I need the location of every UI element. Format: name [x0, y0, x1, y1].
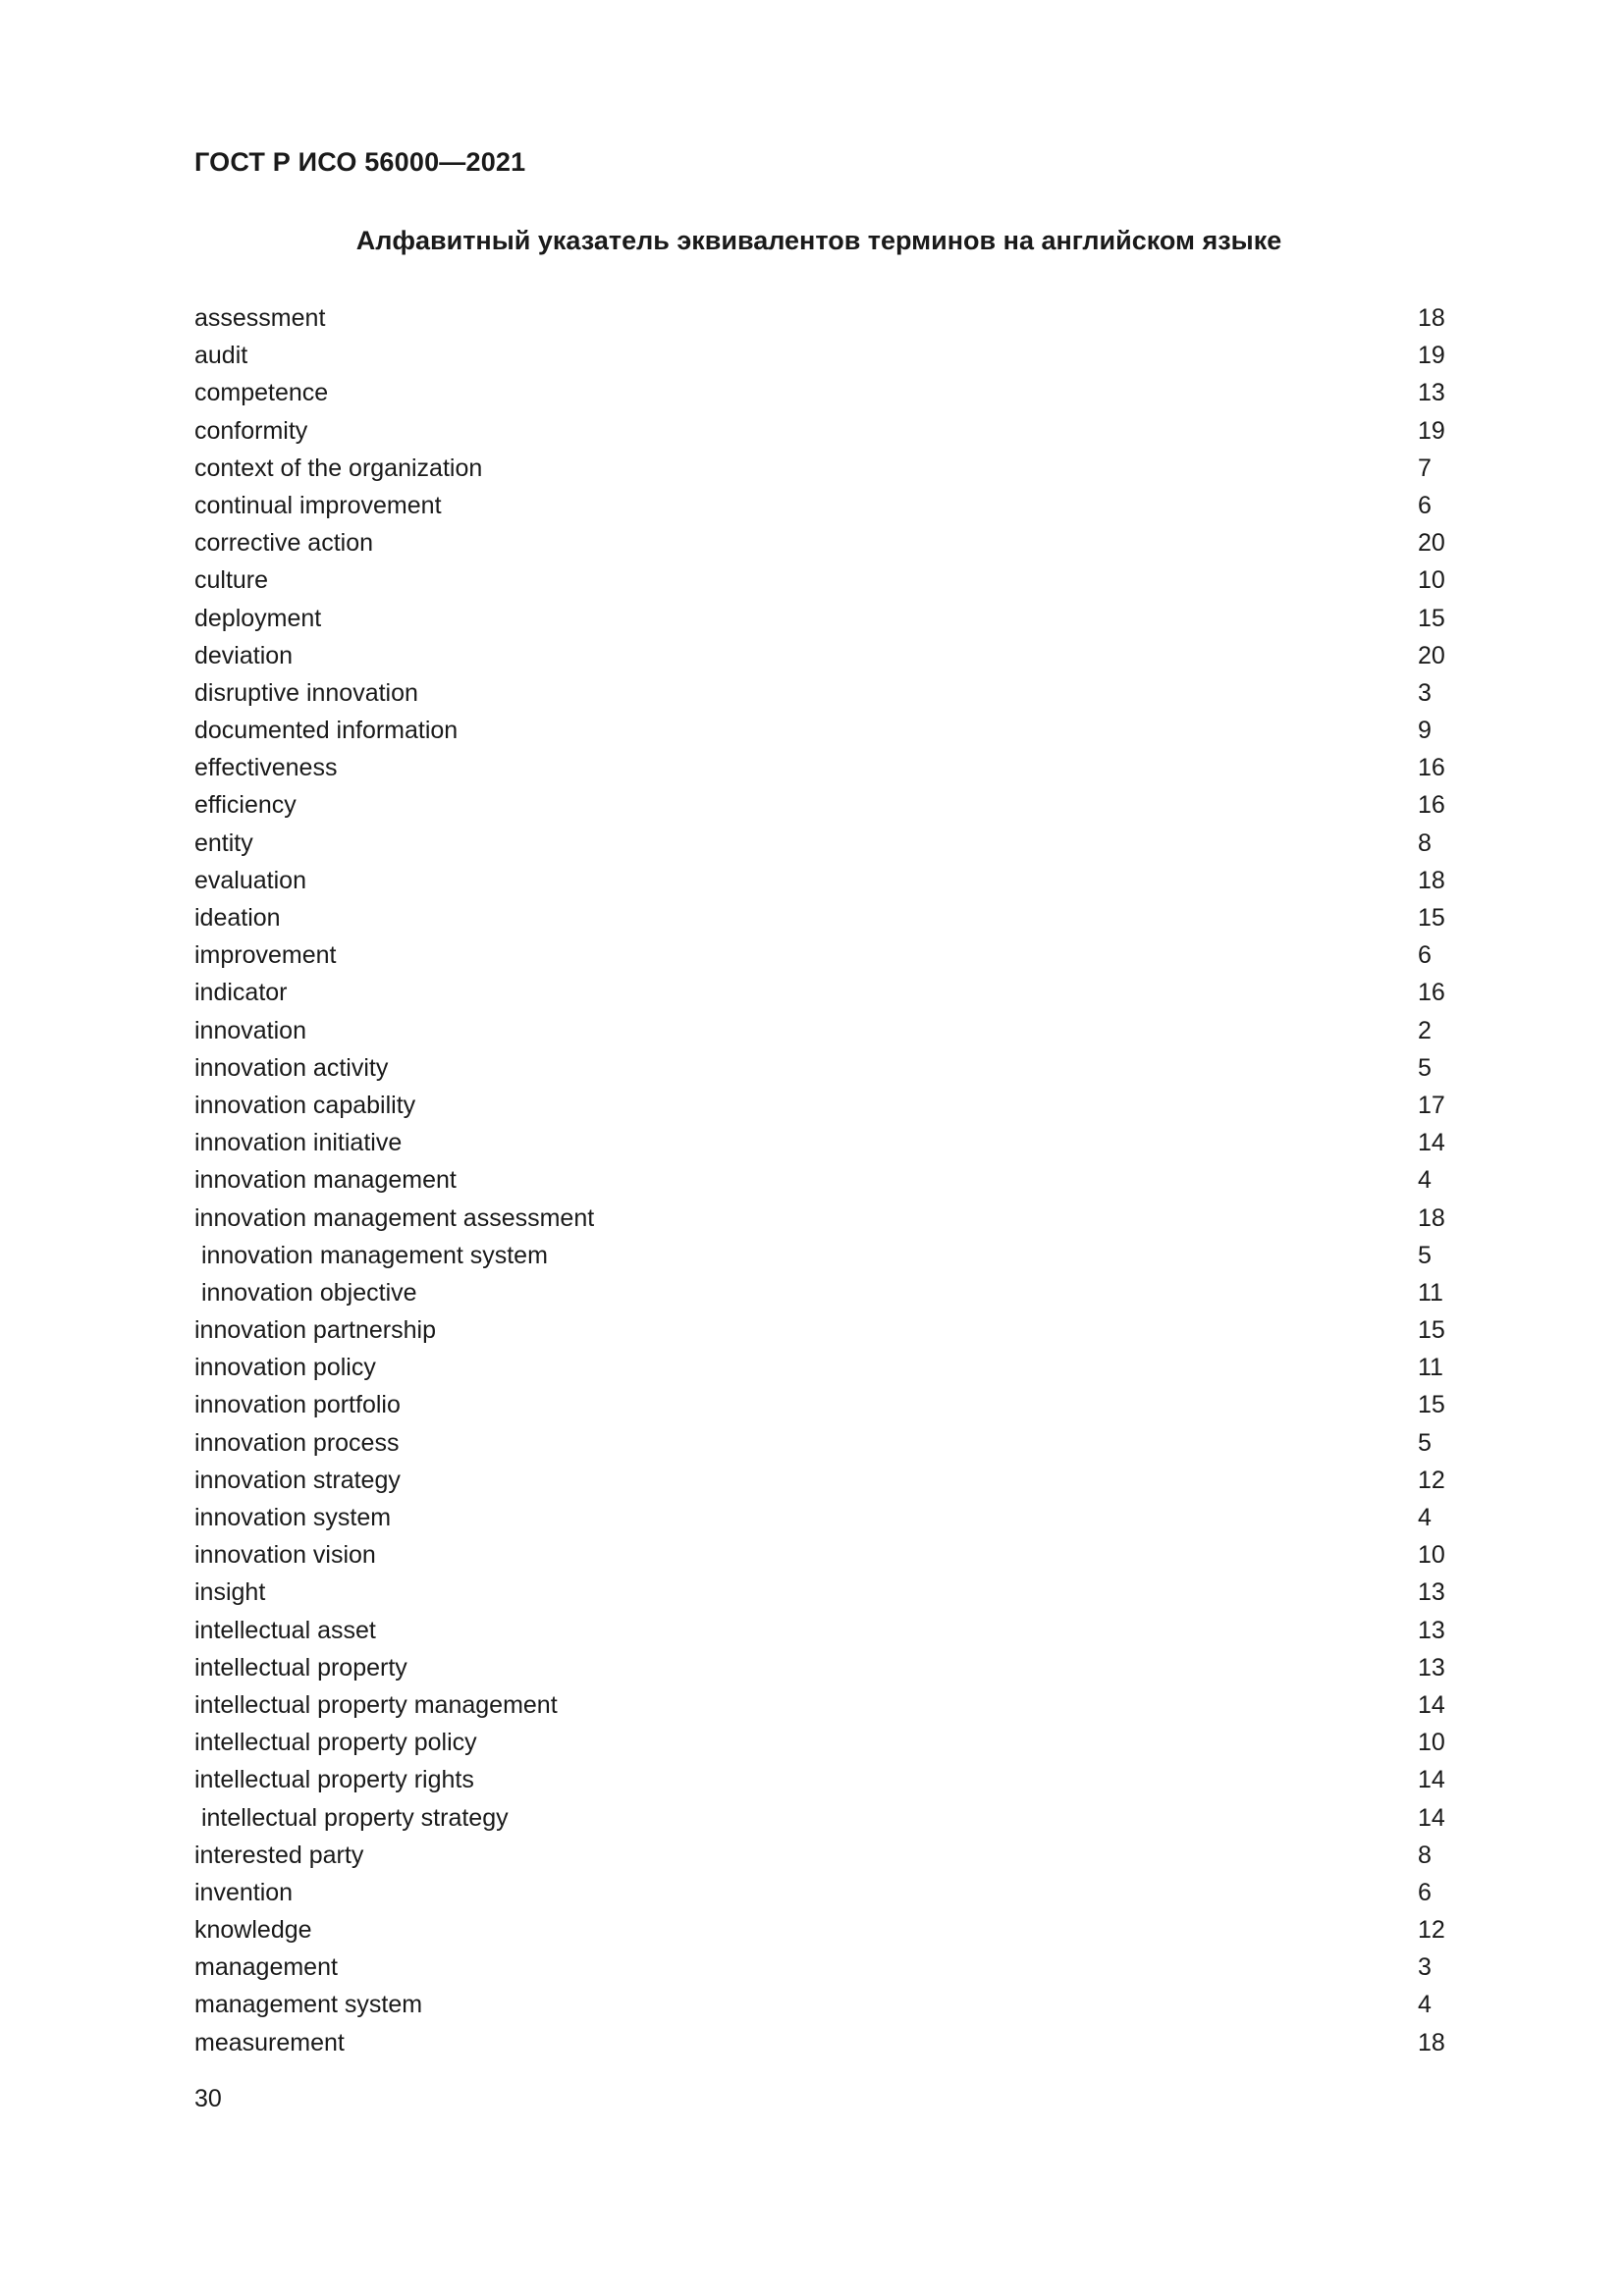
- index-entry: [194, 899, 1446, 936]
- index-term: competence: [194, 379, 329, 407]
- index-entry: [194, 1049, 1446, 1087]
- index-page-ref: 19: [1418, 342, 1445, 370]
- index-entry: [194, 299, 1446, 337]
- index-page-ref: 14: [1418, 1690, 1445, 1719]
- index-list: [194, 299, 1446, 2061]
- index-page-ref: 17: [1418, 1091, 1445, 1119]
- index-entry: [194, 1686, 1446, 1724]
- index-page-ref: 13: [1418, 379, 1445, 407]
- index-entry: [194, 1424, 1446, 1462]
- index-page-ref: 14: [1418, 1766, 1445, 1794]
- index-entry: [194, 1874, 1446, 1911]
- index-term: indicator: [194, 979, 288, 1007]
- index-page-ref: 6: [1418, 1878, 1432, 1906]
- index-page-ref: 5: [1418, 1053, 1432, 1082]
- index-page-ref: 9: [1418, 717, 1432, 745]
- index-entry: [194, 1200, 1446, 1237]
- index-term: innovation management assessment: [194, 1203, 595, 1232]
- index-page-ref: 12: [1418, 1466, 1445, 1494]
- index-page-ref: 18: [1418, 866, 1445, 894]
- page-number: 30: [194, 2085, 222, 2112]
- index-entry: [194, 1349, 1446, 1386]
- index-term: efficiency: [194, 791, 297, 820]
- index-term: context of the organization: [194, 454, 483, 482]
- index-entry: [194, 974, 1446, 1011]
- index-entry: [194, 674, 1446, 712]
- index-term: innovation portfolio: [194, 1391, 401, 1419]
- index-term: invention: [194, 1878, 294, 1906]
- index-page-ref: 14: [1418, 1129, 1445, 1157]
- index-term: insight: [194, 1578, 266, 1607]
- index-entry: [194, 2024, 1446, 2061]
- index-entry: [194, 1161, 1446, 1199]
- index-term: innovation: [194, 1016, 306, 1044]
- index-term: measurement: [194, 2028, 345, 2056]
- index-term: culture: [194, 566, 269, 595]
- index-term: innovation system: [194, 1504, 392, 1531]
- index-term: innovation activity: [194, 1053, 389, 1082]
- index-term: innovation partnership: [194, 1316, 436, 1345]
- index-page-ref: 14: [1418, 1803, 1445, 1832]
- index-entry: [194, 412, 1446, 450]
- index-entry: [194, 749, 1446, 786]
- index-entry: [194, 1499, 1446, 1536]
- index-page-ref: 6: [1418, 491, 1432, 519]
- index-page-ref: 19: [1418, 416, 1445, 445]
- index-page-ref: 10: [1418, 1729, 1445, 1757]
- index-title: Алфавитный указатель эквивалентов терминов на английском языке: [355, 226, 1282, 255]
- index-term: conformity: [194, 416, 308, 445]
- index-term: assessment: [194, 304, 326, 332]
- index-entry: [194, 1012, 1446, 1049]
- index-term: ideation: [194, 904, 281, 932]
- index-term: interested party: [194, 1841, 364, 1869]
- index-page-ref: 4: [1418, 1504, 1432, 1531]
- index-term: documented information: [194, 717, 459, 745]
- index-entry: [194, 524, 1446, 561]
- index-page-ref: 20: [1418, 641, 1445, 669]
- index-entry: [194, 712, 1446, 749]
- index-entry: [194, 450, 1446, 487]
- index-page-ref: 13: [1418, 1578, 1445, 1607]
- index-entry: [194, 374, 1446, 411]
- index-term: disruptive innovation: [194, 678, 418, 707]
- index-entry: [194, 1124, 1446, 1161]
- index-entry: [194, 1311, 1446, 1349]
- index-page-ref: 8: [1418, 828, 1432, 857]
- index-term: innovation strategy: [194, 1466, 401, 1494]
- index-term: innovation process: [194, 1428, 400, 1457]
- index-entry: [194, 1799, 1446, 1837]
- index-entry: [194, 487, 1446, 524]
- index-entry: [194, 862, 1446, 899]
- index-entry: [194, 600, 1446, 637]
- index-term: deployment: [194, 604, 322, 632]
- index-page-ref: 2: [1418, 1016, 1432, 1044]
- index-entry: [194, 1649, 1446, 1686]
- index-entry: [194, 786, 1446, 824]
- index-term: deviation: [194, 641, 294, 669]
- index-entry: [194, 1986, 1446, 2023]
- index-page-ref: 15: [1418, 604, 1445, 632]
- index-entry: [194, 1724, 1446, 1761]
- index-term: entity: [194, 828, 253, 857]
- index-page-ref: 5: [1418, 1241, 1432, 1269]
- index-term: improvement: [194, 941, 337, 970]
- index-page-ref: 18: [1418, 2028, 1445, 2056]
- index-entry: [194, 825, 1446, 862]
- index-page-ref: 12: [1418, 1916, 1445, 1945]
- index-term: intellectual property management: [194, 1690, 558, 1719]
- index-entry: [194, 1087, 1446, 1124]
- index-entry: [194, 561, 1446, 599]
- index-page-ref: 11: [1418, 1278, 1443, 1307]
- index-page-ref: 16: [1418, 979, 1445, 1007]
- index-term: knowledge: [194, 1916, 312, 1945]
- index-term: audit: [194, 342, 248, 370]
- index-page-ref: 7: [1418, 454, 1432, 482]
- index-term: corrective action: [194, 529, 374, 558]
- index-term: management system: [194, 1991, 423, 2019]
- index-page-ref: 4: [1418, 1991, 1432, 2019]
- index-term: intellectual property: [194, 1653, 407, 1682]
- index-term: intellectual property strategy: [194, 1803, 509, 1832]
- index-term: intellectual asset: [194, 1616, 376, 1644]
- index-term: innovation management: [194, 1166, 457, 1195]
- index-term: innovation initiative: [194, 1129, 403, 1157]
- index-term: innovation management system: [194, 1241, 548, 1269]
- index-entry: [194, 1612, 1446, 1649]
- index-page-ref: 3: [1418, 1953, 1432, 1982]
- index-page-ref: 15: [1418, 1316, 1445, 1345]
- index-term: innovation capability: [194, 1091, 416, 1119]
- index-entry: [194, 1911, 1446, 1949]
- index-entry: [194, 1574, 1446, 1611]
- index-term: effectiveness: [194, 754, 338, 782]
- index-entry: [194, 637, 1446, 674]
- index-entry: [194, 1237, 1446, 1274]
- index-term: innovation objective: [194, 1278, 417, 1307]
- index-entry: [194, 1274, 1446, 1311]
- index-page-ref: 10: [1418, 566, 1445, 595]
- index-entry: [194, 1462, 1446, 1499]
- index-page-ref: 20: [1418, 529, 1445, 558]
- index-page-ref: 15: [1418, 1391, 1445, 1419]
- index-entry: [194, 1761, 1446, 1798]
- index-page-ref: 8: [1418, 1841, 1432, 1869]
- index-entry: [194, 1386, 1446, 1423]
- index-entry: [194, 337, 1446, 374]
- document-code: ГОСТ Р ИСО 56000—2021: [194, 147, 526, 177]
- index-page-ref: 3: [1418, 678, 1432, 707]
- index-page-ref: 5: [1418, 1428, 1432, 1457]
- index-term: intellectual property policy: [194, 1729, 477, 1757]
- index-term: management: [194, 1953, 338, 1982]
- index-entry: [194, 936, 1446, 974]
- index-page-ref: 18: [1418, 304, 1445, 332]
- index-entry: [194, 1536, 1446, 1574]
- index-term: innovation policy: [194, 1354, 376, 1382]
- index-entry: [194, 1837, 1446, 1874]
- index-page-ref: 4: [1418, 1166, 1432, 1195]
- index-term: innovation vision: [194, 1541, 376, 1570]
- index-page-ref: 13: [1418, 1616, 1445, 1644]
- index-page-ref: 13: [1418, 1653, 1445, 1682]
- index-page-ref: 6: [1418, 941, 1432, 970]
- index-term: evaluation: [194, 866, 306, 894]
- index-page-ref: 11: [1418, 1354, 1443, 1382]
- index-page-ref: 15: [1418, 904, 1445, 932]
- index-page-ref: 18: [1418, 1203, 1445, 1232]
- index-page-ref: 10: [1418, 1541, 1445, 1570]
- index-page-ref: 16: [1418, 791, 1445, 820]
- index-term: intellectual property rights: [194, 1766, 474, 1794]
- index-page-ref: 16: [1418, 754, 1445, 782]
- index-entry: [194, 1949, 1446, 1986]
- index-term: continual improvement: [194, 491, 442, 519]
